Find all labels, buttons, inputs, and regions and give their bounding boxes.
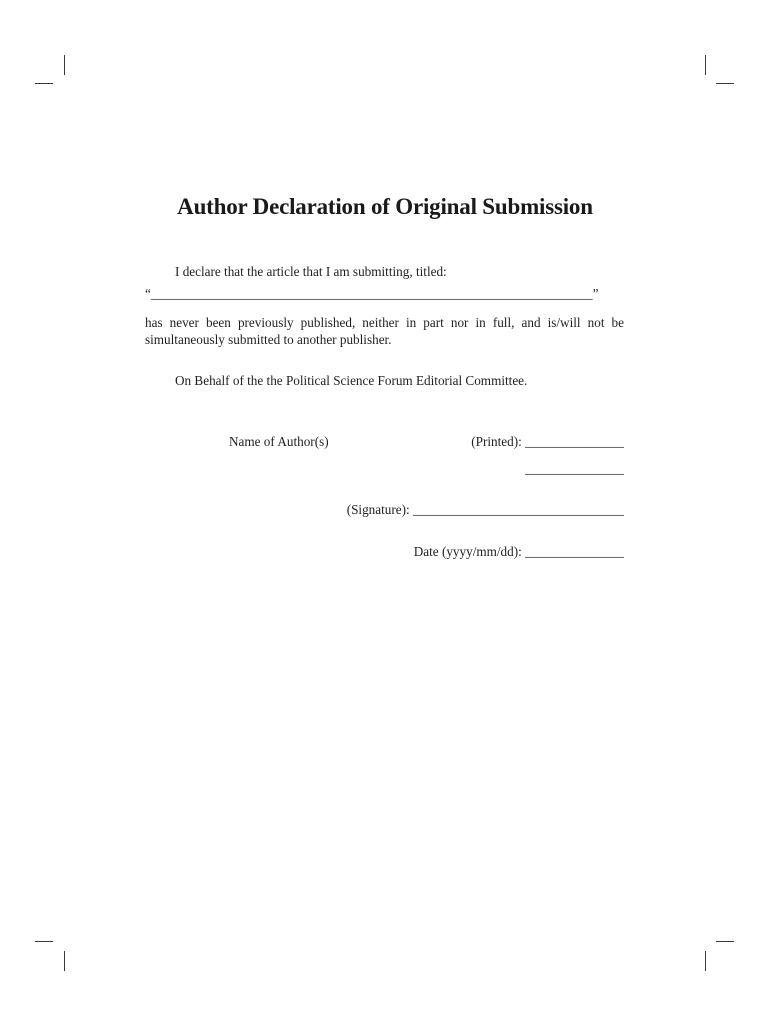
crop-mark-top-right-vertical	[705, 55, 706, 75]
crop-mark-bottom-left-vertical	[64, 951, 65, 971]
crop-mark-bottom-right-horizontal	[716, 941, 734, 942]
document-title: Author Declaration of Original Submission	[177, 194, 593, 219]
intro-text: I declare that the article that I am submitting, titled:	[175, 264, 447, 279]
date-field[interactable]: Date (yyyy/mm/dd): _______________	[413, 544, 624, 559]
crop-mark-top-left-horizontal	[35, 83, 53, 84]
printed-name-field[interactable]: (Printed): _______________	[471, 434, 624, 449]
author-name-label: Name of Author(s)	[229, 434, 329, 449]
printed-name-field-extra[interactable]: _______________	[525, 461, 624, 476]
crop-mark-bottom-right-vertical	[705, 951, 706, 971]
crop-mark-bottom-left-horizontal	[35, 941, 53, 942]
declaration-body: has never been previously published, neither in part nor in full, and is/will not be simultaneously submitted to another publisher.	[145, 315, 624, 347]
crop-mark-top-left-vertical	[64, 55, 65, 75]
article-title-blank[interactable]: “___________________________________________________________________”	[145, 286, 599, 301]
crop-mark-top-right-horizontal	[716, 83, 734, 84]
behalf-statement: On Behalf of the the Political Science Forum Editorial Committee.	[175, 373, 528, 388]
signature-field[interactable]: (Signature): ________________________________	[346, 502, 624, 517]
